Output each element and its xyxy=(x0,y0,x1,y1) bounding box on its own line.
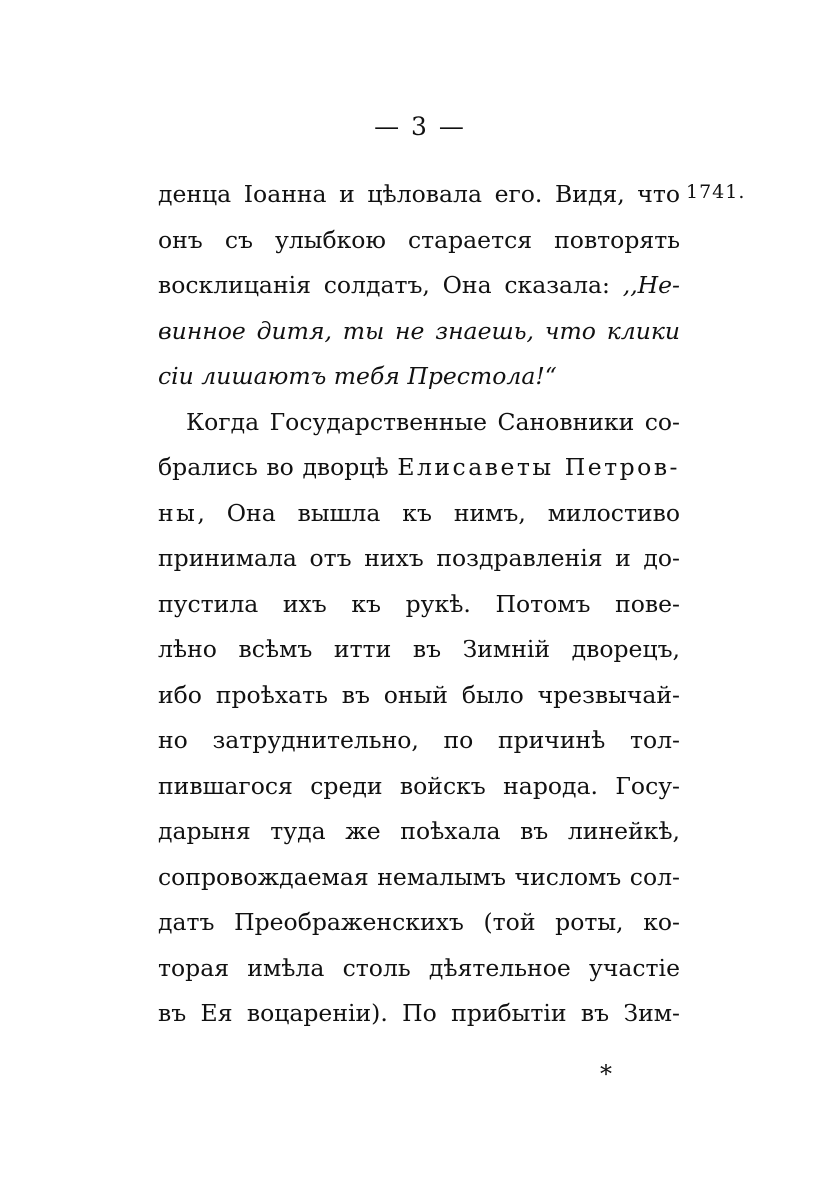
text-line-9: принимала отъ нихъ поздравленія и до- xyxy=(158,544,680,572)
text-line-2: онъ съ улыбкою старается повторять xyxy=(158,225,680,254)
text-line-7 xyxy=(158,445,680,491)
text-line-13: но затруднительно, по причинѣ тол- xyxy=(158,726,680,754)
margin-year-note: 1741. xyxy=(686,181,746,203)
text-line-8-name-end: ны xyxy=(158,498,198,527)
text-line-11: лѣно всѣмъ итти въ Зимній дворецъ, xyxy=(158,635,680,663)
text-line-17: датъ Преображенскихъ (той роты, ко- xyxy=(158,908,680,936)
text-line-7-start: брались во дворцѣ xyxy=(158,453,398,481)
text-line-7-name: Елисаветы Петров- xyxy=(397,453,681,481)
text-line-15: дарыня туда же поѣхала въ линейкѣ, xyxy=(158,817,680,845)
text-line-8-rest: , Она вышла къ нимъ, милостиво xyxy=(197,498,680,527)
text-line-8 xyxy=(158,491,680,537)
page-number: — 3 — xyxy=(374,112,466,141)
text-line-1: денца Іоанна и цѣловала его. Видя, что xyxy=(158,180,680,208)
text-line-5: сіи лишаютъ тебя Престола!“ xyxy=(158,362,557,390)
body-text xyxy=(158,172,680,1037)
signature-mark: * xyxy=(600,1060,612,1088)
text-line-3-roman: восклицанія солдатъ, Она сказала: xyxy=(158,271,623,299)
text-line-10: пустила ихъ къ рукѣ. Потомъ пове- xyxy=(158,589,680,618)
text-line-12: ибо проѣхать въ оный было чрезвычай- xyxy=(158,680,680,709)
text-line-16: сопровождаемая немалымъ числомъ сол- xyxy=(158,862,680,891)
text-line-6: Когда Государственные Сановники со- xyxy=(186,407,680,436)
text-line-3 xyxy=(158,263,680,309)
text-line-19: въ Ея воцареніи). По прибытіи въ Зим- xyxy=(158,999,680,1027)
text-line-18: торая имѣла столь дѣятельное участіе xyxy=(158,953,680,982)
text-line-3-quote: ,,Не- xyxy=(622,271,680,299)
text-line-4: винное дитя, ты не знаешь, что клики xyxy=(158,316,680,345)
text-line-14: пившагося среди войскъ народа. Госу- xyxy=(158,771,680,800)
